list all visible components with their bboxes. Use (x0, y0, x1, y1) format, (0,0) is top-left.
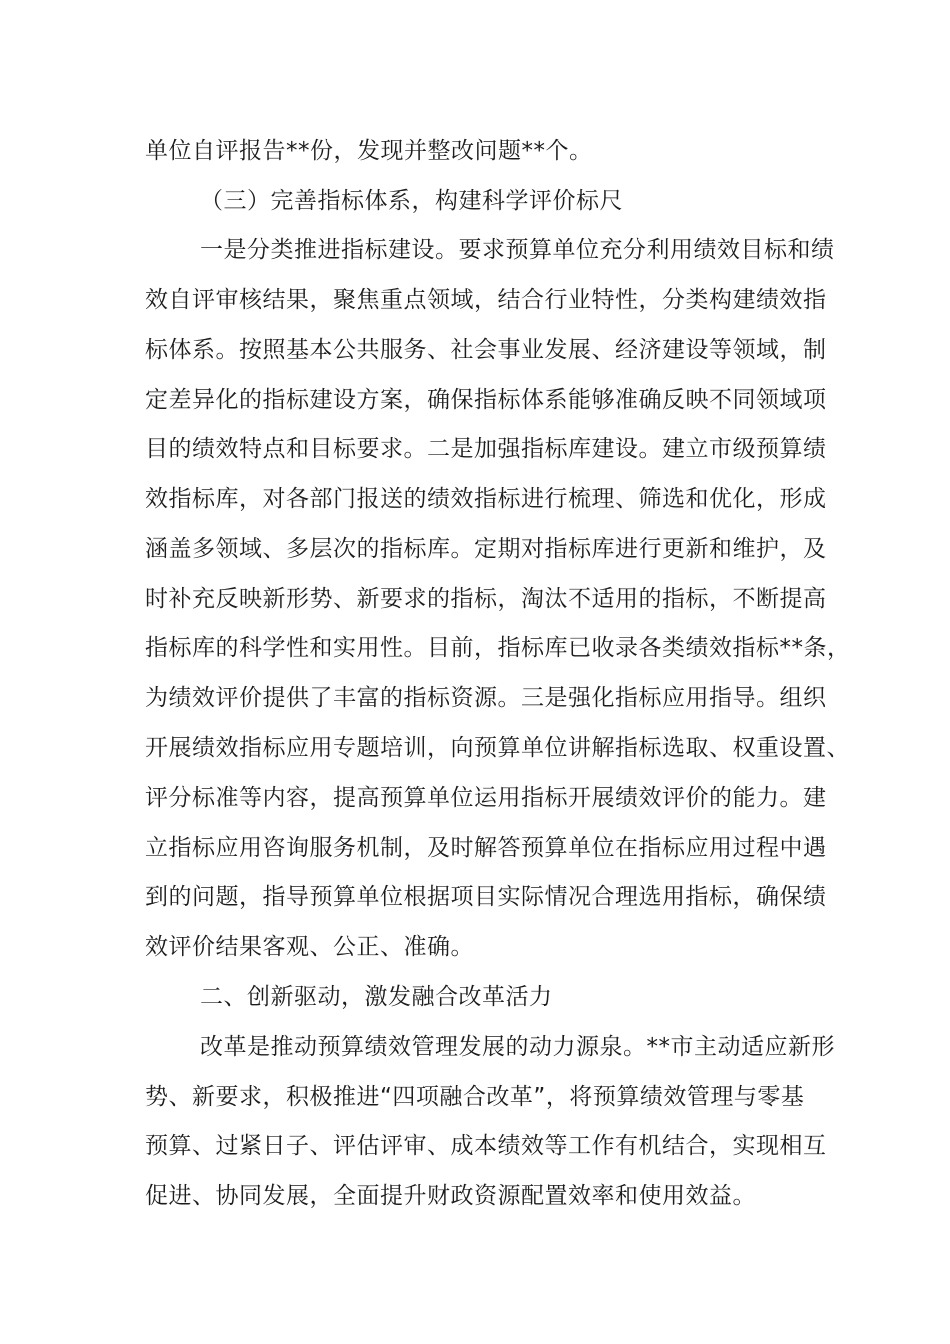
paragraph-line: 预算、过紧日子、评估评审、成本绩效等工作有机结合，实现相互 (145, 1133, 827, 1159)
paragraph-line: 涵盖多领域、多层次的指标库。定期对指标库进行更新和维护，及 (145, 536, 827, 562)
paragraph-line: 时补充反映新形势、新要求的指标，淘汰不适用的指标，不断提高 (145, 586, 827, 612)
paragraph-line: 目的绩效特点和目标要求。二是加强指标库建设。建立市级预算绩 (145, 436, 827, 462)
paragraph-line: 评分标准等内容，提高预算单位运用指标开展绩效评价的能力。建 (145, 785, 827, 811)
paragraph-line: 定差异化的指标建设方案，确保指标体系能够准确反映不同领域项 (145, 387, 827, 413)
paragraph-line: 一是分类推进指标建设。要求预算单位充分利用绩效目标和绩 (200, 237, 835, 263)
paragraph-line: 为绩效评价提供了丰富的指标资源。三是强化指标应用指导。组织 (145, 685, 827, 711)
paragraph-line: 促进、协同发展，全面提升财政资源配置效率和使用效益。 (145, 1183, 756, 1209)
paragraph-line: 立指标应用咨询服务机制，及时解答预算单位在指标应用过程中遇 (145, 835, 827, 861)
paragraph-line: 标体系。按照基本公共服务、社会事业发展、经济建设等领域，制 (145, 337, 827, 363)
paragraph-line: 效自评审核结果，聚焦重点领域，结合行业特性，分类构建绩效指 (145, 287, 827, 313)
section-heading: （三）完善指标体系，构建科学评价标尺 (200, 188, 623, 214)
paragraph-line: 效评价结果客观、公正、准确。 (145, 934, 474, 960)
section-heading: 二、创新驱动，激发融合改革活力 (200, 984, 553, 1010)
paragraph-line: 改革是推动预算绩效管理发展的动力源泉。**市主动适应新形 (200, 1034, 835, 1060)
paragraph-line: 指标库的科学性和实用性。目前，指标库已收录各类绩效指标**条， (145, 635, 851, 661)
paragraph-line: 势、新要求，积极推进“四项融合改革”，将预算绩效管理与零基 (145, 1084, 805, 1110)
paragraph-line: 开展绩效指标应用专题培训，向预算单位讲解指标选取、权重设置、 (145, 735, 850, 761)
paragraph-line: 单位自评报告**份，发现并整改问题**个。 (145, 138, 593, 164)
paragraph-line: 到的问题，指导预算单位根据项目实际情况合理选用指标，确保绩 (145, 884, 827, 910)
paragraph-line: 效指标库，对各部门报送的绩效指标进行梳理、筛选和优化，形成 (145, 486, 827, 512)
